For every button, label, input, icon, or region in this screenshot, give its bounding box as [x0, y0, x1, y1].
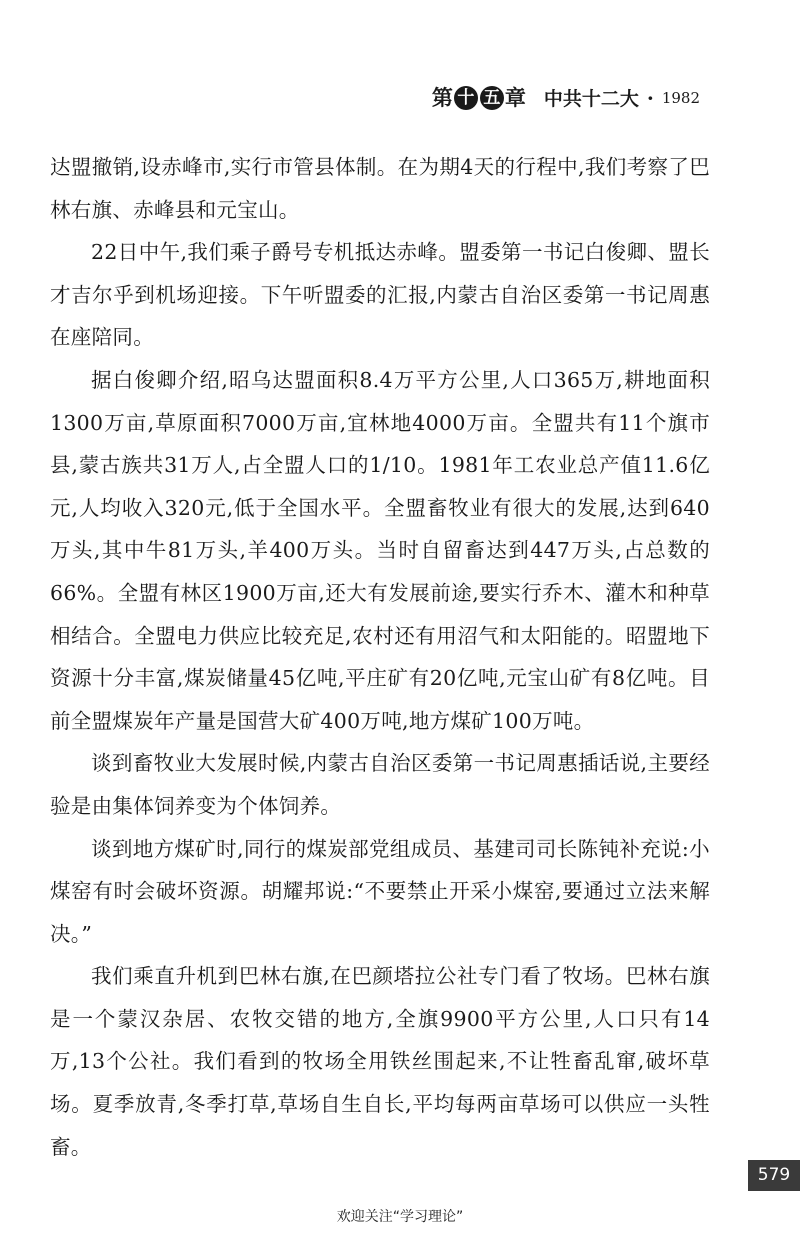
paragraph: 我们乘直升机到巴林右旗,在巴颜塔拉公社专门看了牧场。巴林右旗是一个蒙汉杂居、农牧交错的地方,全旗9900平方公里,人口只有14万,13个公社。我们看到的牧场全用铁丝围起来,不让牲畜乱窜,破坏草场。夏季放青,冬季打草,草场自生自长,平均每两亩草场可以供应一头牲畜。 [50, 964, 710, 1159]
chapter-number-circle: 十 [454, 86, 478, 110]
page-number: 579 [748, 1160, 800, 1191]
chapter-char: 第 [431, 85, 453, 110]
chapter-number-circle: 五 [480, 86, 504, 110]
paragraph: 谈到畜牧业大发展时候,内蒙古自治区委第一书记周惠插话说,主要经验是由集体饲养变为个体饲养。 [50, 751, 710, 818]
chapter-char: 章 [504, 85, 526, 110]
body-text [50, 146, 710, 1168]
footer-note: 欢迎关注“学习理论” [336, 1209, 464, 1225]
running-header [432, 84, 700, 111]
header-separator: · [646, 85, 654, 110]
paragraph: 谈到地方煤矿时,同行的煤炭部党组成员、基建司司长陈钝补充说:小煤窑有时会破坏资源。胡耀邦说:“不要禁止开采小煤窑,要通过立法来解决。” [50, 836, 710, 946]
chapter-title: 中共十二大 [543, 88, 639, 110]
chapter-label [432, 86, 526, 110]
paragraph: 22日中午,我们乘子爵号专机抵达赤峰。盟委第一书记白俊卿、盟长才吉尔乎到机场迎接。下午听盟委的汇报,内蒙古自治区委第一书记周惠在座陪同。 [50, 240, 710, 350]
paragraph: 据白俊卿介绍,昭乌达盟面积8.4万平方公里,人口365万,耕地面积1300万亩,草原面积7000万亩,宜林地4000万亩。全盟共有11个旗市县,蒙古族共31万人,占全盟人口的1/10。1981年工农业总产值11.6亿元,人均收入320元,低于全国水平。全盟畜牧业有很大的发展,达到640万头,其中牛81万头,羊400万头。当时自留畜达到447万头,占总数的66%。全盟有林区1900万亩,还大有发展前途,要实行乔木、灌木和种草相结合。全盟电力供应比较充足,农村还有用沼气和太阳能的。昭盟地下资源十分丰富,煤炭储量45亿吨,平庄矿有20亿吨,元宝山矿有8亿吨。目前全盟煤炭年产量是国营大矿400万吨,地方煤矿100万吨。 [50, 367, 710, 733]
paragraph: 达盟撤销,设赤峰市,实行市管县体制。在为期4天的行程中,我们考察了巴林右旗、赤峰县和元宝山。 [50, 155, 710, 222]
chapter-year: 1982 [661, 88, 700, 107]
